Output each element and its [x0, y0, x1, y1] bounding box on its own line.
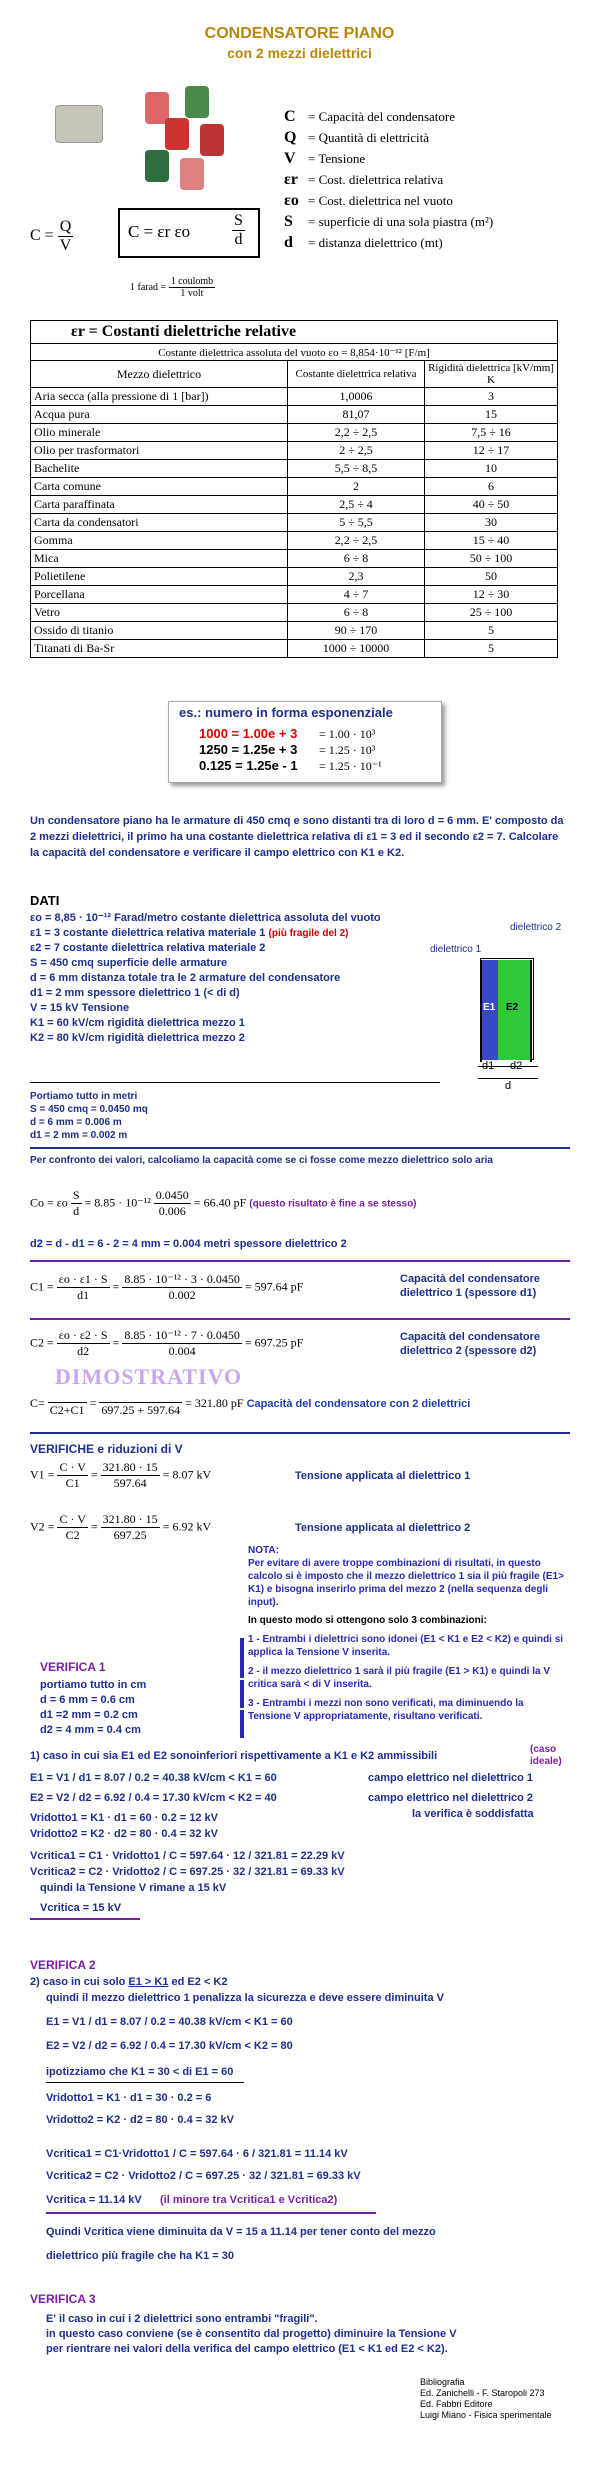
d-label: d: [505, 1080, 512, 1092]
table-cell: Olio per trasformatori: [31, 442, 288, 460]
table-cell: 12 ÷ 17: [425, 442, 558, 460]
verifica2-quindi: quindi il mezzo dielettrico 1 penalizza la sicurezza e deve essere diminuita V: [46, 1992, 444, 2004]
nota-block: NOTA: Per evitare di avere troppe combinazioni di risultati, in questo calcolo si è imposto che il mezzo dielettrico 1 sia il più fragile (E1> K1) e bisogna inserirlo prima del mezzo 2 (nella sequenza degli input). In questo modo si ottengono solo 3 combinazioni: 1 - Entrambi i dielettrici sono idonei (E1 < K1 e E2 < K2) e quindi si applica la Tensione V inserita. 2 - il mezzo dielettrico 1 sarà il più fragile (E1 > K1) e quindi la V critica sarà < di V inserita. 3 - Entrambi i mezzi non sono verificati, ma diminuendo la Tensione V appropriatamente, risultano verificati.: [248, 1545, 564, 1722]
verifica2-vc2: Vcritica2 = C2 · Vridotto2 / C = 697.25 · 32 / 321.81 = 69.33 kV: [46, 2170, 361, 2182]
table-cell: Acqua pura: [31, 406, 288, 424]
verifica3-text: E' il caso in cui i 2 dielettrici sono entrambi "fragili". in questo caso conviene (se è consentito dal progetto) diminuire la Tensione V per rientrare nei valori della verifica del campo elettrico (E1 < K1 ed E2 < K2).: [46, 2313, 457, 2355]
c2-note: Capacità del condensatore dielettrico 2 (spessore d2): [400, 1331, 540, 1357]
verifica2-e1: E1 = V1 / d1 = 8.07 / 0.2 = 40.38 kV/cm < K1 = 60: [46, 2016, 293, 2028]
legend-row: Q = Quantità di elettricità: [284, 129, 430, 146]
verifica1-title: VERIFICA 1: [40, 1660, 106, 1674]
verifica2-hypothesis: ipotizziamo che K1 = 30 < di E1 = 60: [46, 2066, 234, 2078]
table-cell: Bachelite: [31, 460, 288, 478]
verifica1-vr1: Vridotto1 = K1 · d1 = 60 · 0.2 = 12 kV: [30, 1812, 218, 1824]
verifica1-units: portiamo tutto in cm d = 6 mm = 0.6 cm d1 =2 mm = 0.2 cm d2 = 4 mm = 0.4 cm: [40, 1679, 147, 1736]
table-cell: 1,0006: [288, 388, 425, 406]
table-cell: 30: [425, 514, 558, 532]
verifica2-case: 2) caso in cui solo E1 > K1 ed E2 < K2: [30, 1976, 228, 1988]
verifica2-vr1: Vridotto1 = K1 · d1 = 30 · 0.2 = 6: [46, 2092, 212, 2104]
table-cell: 2,5 ÷ 4: [288, 496, 425, 514]
formula-box: C = εr εo $\frac{S}{d}$: [118, 208, 260, 258]
divider: [30, 1082, 440, 1083]
page-title: CONDENSATORE PIANO: [204, 25, 395, 42]
dielectric-table: [30, 320, 558, 658]
divider: [30, 1318, 570, 1320]
divider: [30, 1260, 570, 1262]
verifica1-case: 1) caso in cui sia E1 ed E2 sonoinferiori rispettivamente a K1 e K2 ammissibili: [30, 1750, 438, 1762]
divider: [30, 1147, 570, 1149]
verifica2-minore-note: (il minore tra Vcritica1 e Vcritica2): [160, 2194, 338, 2206]
verifica1-vc1: Vcritica1 = C1 · Vridotto1 / C = 597.64 · 12 / 321.81 = 22.29 kV: [30, 1850, 345, 1862]
table-header: Rigidità dielettrica [kV/mm] K: [425, 361, 558, 388]
table-cell: 6 ÷ 8: [288, 604, 425, 622]
table-cell: Mica: [31, 550, 288, 568]
v1-note: Tensione applicata al dielettrico 1: [295, 1470, 471, 1482]
v2-note: Tensione applicata al dielettrico 2: [295, 1522, 471, 1534]
verifica1-vr2: Vridotto2 = K2 · d2 = 80 · 0.4 = 32 kV: [30, 1828, 218, 1840]
divider: [46, 2082, 244, 2083]
table-cell: Ossido di titanio: [31, 622, 288, 640]
table-cell: Carta da condensatori: [31, 514, 288, 532]
c2-formula: C2 = $\frac{\varepsilon o \cdot \varepsilon 2 \cdot S}{d2}$ = $\frac{\text{8.85 · 10⁻¹² · 7 · 0.0450}}{0.004}$ = 697.25 pF: [30, 1328, 304, 1358]
table-cell: 40 ÷ 50: [425, 496, 558, 514]
metri-block: Portiamo tutto in metri S = 450 cmq = 0.0450 mq d = 6 mm = 0.006 m d1 = 2 mm = 0.002 m: [30, 1091, 148, 1141]
verifica2-e2: E2 = V2 / d2 = 6.92 / 0.4 = 17.30 kV/cm < K2 = 80: [46, 2040, 293, 2052]
verifica1-e2-note: campo elettrico nel dielettrico 2: [368, 1792, 534, 1804]
table-header: Costante dielettrica relativa: [288, 361, 425, 388]
c1-note: Capacità del condensatore dielettrico 1 (spessore d1): [400, 1273, 540, 1299]
table-cell: 1000 ÷ 10000: [288, 640, 425, 658]
table-cell: Polietilene: [31, 568, 288, 586]
v1-formula: V1 = $\frac{C \cdot V}{C1}$ = $\frac{321.80 \cdot 15}{597.64}$ = 8.07 kV: [30, 1460, 212, 1490]
verifica2-vr2: Vridotto2 = K2 · d2 = 80 · 0.4 = 32 kV: [46, 2114, 234, 2126]
table-cell: 50 ÷ 100: [425, 550, 558, 568]
nota-bar: [240, 1710, 244, 1738]
dati-list: εo = 8,85 · 10⁻¹² Farad/metro costante dielettrica assoluta del vuoto ε1 = 3 costante dielettrica relativa materiale 1 (più fragile del 2) ε2 = 7 costante dielettrica relativa materiale 2 S = 450 cmq superficie delle armature d = 6 mm distanza totale tra le 2 armature del condensatore d1 = 2 mm spessore dielettrico 1 (< di d) V = 15 kV Tensione K1 = 60 kV/cm rigidità dielettrica mezzo 1 K2 = 80 kV/cm rigidità dielettrica mezzo 2: [30, 912, 381, 1044]
verifiche-title: VERIFICHE e riduzioni di V: [30, 1442, 183, 1456]
table-subtitle: Costante dielettrica assoluta del vuoto εo = 8,854·10⁻¹² [F/m]: [31, 344, 558, 361]
dati-title: DATI: [30, 893, 60, 908]
ideal-case-note: (caso ideale): [530, 1744, 562, 1767]
co-formula: Co = εo $\frac{S}{d}$ = 8.85 · 10⁻¹² $\frac{0.0450}{0.006}$ = 66.40 pF (questo risultato è fine a se stesso): [30, 1188, 417, 1218]
confronto-text: Per confronto dei valori, calcoliamo la capacità come se ci fosse come mezzo dielettrico solo aria: [30, 1155, 493, 1166]
verifica2-vcritica: Vcritica = 11.14 kV: [46, 2194, 142, 2206]
table-cell: Aria secca (alla pressione di 1 [bar]): [31, 388, 288, 406]
capacitors-image: [40, 80, 230, 190]
farad-definition: 1 farad = $\frac{\text{1 coulomb}}{\text{1 volt}}$: [130, 276, 214, 299]
table-cell: 5: [425, 622, 558, 640]
problem-text: Un condensatore piano ha le armature di 450 cmq e sono distanti tra di loro d = 6 mm. E' composto da 2 mezzi dielettrici, il primo ha una costante dielettrica relativa di ε1 = 3 ed il secondo ε2 = 7. Calcolare la capacità del condensatore e verificare il campo elettrico con K1 e K2.: [30, 815, 564, 859]
table-row: [31, 478, 558, 496]
verifica1-vcritica: Vcritica = 15 kV: [40, 1902, 122, 1914]
table-row: [31, 640, 558, 658]
table-cell: 25 ÷ 100: [425, 604, 558, 622]
table-cell: 3: [425, 388, 558, 406]
table-row: [31, 568, 558, 586]
page-subtitle: con 2 mezzi dielettrici: [227, 45, 372, 61]
legend-row: d = distanza dielettrico (mt): [284, 234, 443, 251]
nota-bar: [240, 1638, 244, 1678]
table-cell: Gomma: [31, 532, 288, 550]
table-cell: 7,5 ÷ 16: [425, 424, 558, 442]
table-cell: 81,07: [288, 406, 425, 424]
table-cell: 6: [425, 478, 558, 496]
table-row: [31, 622, 558, 640]
divider: [46, 2212, 376, 2214]
table-cell: 2,2 ÷ 2,5: [288, 532, 425, 550]
verifica2-conclusion-2: dielettrico più fragile che ha K1 = 30: [46, 2250, 234, 2262]
table-title: εr = Costanti dielettriche relative: [31, 321, 558, 344]
v2-formula: V2 = $\frac{C \cdot V}{C2}$ = $\frac{321.80 \cdot 15}{697.25}$ = 6.92 kV: [30, 1512, 212, 1542]
table-cell: Olio minerale: [31, 424, 288, 442]
d2-label: d2: [510, 1060, 523, 1072]
nota-bar: [240, 1680, 244, 1708]
legend-row: S = superficie di una sola piastra (m²): [284, 213, 494, 230]
table-row: [31, 550, 558, 568]
verifica2-title: VERIFICA 2: [30, 1958, 96, 1972]
capacitor-diagram: dielettrico 2 dielettrico 1 E1 E2: [450, 920, 570, 1060]
table-cell: 5,5 ÷ 8,5: [288, 460, 425, 478]
verifica1-e1: E1 = V1 / d1 = 8.07 / 0.2 = 40.38 kV/cm < K1 = 60: [30, 1772, 277, 1784]
legend-row: εo = Cost. dielettrica nel vuoto: [284, 192, 453, 209]
dimension-line-total: [478, 1078, 538, 1079]
table-cell: 4 ÷ 7: [288, 586, 425, 604]
table-cell: 5 ÷ 5,5: [288, 514, 425, 532]
table-header: Mezzo dielettrico: [31, 361, 288, 388]
watermark: DIMOSTRATIVO: [55, 1364, 243, 1389]
table-row: [31, 388, 558, 406]
table-cell: Carta paraffinata: [31, 496, 288, 514]
verifica1-satisfied: la verifica è soddisfatta: [412, 1808, 534, 1820]
table-cell: 2 ÷ 2,5: [288, 442, 425, 460]
legend-row: C = Capacità del condensatore: [284, 108, 456, 125]
table-row: [31, 442, 558, 460]
table-cell: 6 ÷ 8: [288, 550, 425, 568]
table-cell: 12 ÷ 30: [425, 586, 558, 604]
table-cell: Vetro: [31, 604, 288, 622]
d1-label: d1: [482, 1060, 495, 1072]
verifica1-e1-note: campo elettrico nel dielettrico 1: [368, 1772, 534, 1784]
table-cell: 90 ÷ 170: [288, 622, 425, 640]
formula-cqv: C = $\frac{Q}{V}$: [30, 218, 72, 254]
table-row: [31, 532, 558, 550]
table-cell: 2,2 ÷ 2,5: [288, 424, 425, 442]
table-cell: 2,3: [288, 568, 425, 586]
verifica1-conclusion: quindi la Tensione V rimane a 15 kV: [40, 1882, 227, 1894]
legend-row: εr = Cost. dielettrica relativa: [284, 171, 444, 188]
table-row: [31, 424, 558, 442]
divider: [30, 1432, 570, 1434]
exponent-example-box: es.: numero in forma esponenziale 1000 = 1.00e + 3 = 1.00 · 10³ 1250 = 1.25e + 3 = 1.25 · 10³ 0.125 = 1.25e - 1 = 1.25 · 10⁻¹: [168, 701, 442, 783]
verifica2-conclusion: Quindi Vcritica viene diminuita da V = 15 a 11.14 per tener conto del mezzo: [46, 2226, 436, 2238]
table-row: [31, 586, 558, 604]
bibliography: Bibliografia Ed. Zanichelli - F. Staropoli 273 Ed. Fabbri Editore Luigi Miano - Fisica sperimentale: [420, 2377, 552, 2420]
table-cell: 5: [425, 640, 558, 658]
table-row: [31, 514, 558, 532]
table-cell: 15 ÷ 40: [425, 532, 558, 550]
table-cell: 50: [425, 568, 558, 586]
d2-calculation: d2 = d - d1 = 6 - 2 = 4 mm = 0.004 metri spessore dielettrico 2: [30, 1238, 347, 1250]
table-row: [31, 496, 558, 514]
legend-row: V = Tensione: [284, 150, 366, 167]
table-cell: 15: [425, 406, 558, 424]
table-row: [31, 406, 558, 424]
divider: [30, 1918, 140, 1920]
table-cell: Titanati di Ba-Sr: [31, 640, 288, 658]
verifica1-vc2: Vcritica2 = C2 · Vridotto2 / C = 697.25 · 32 / 321.81 = 69.33 kV: [30, 1866, 345, 1878]
symbol-legend: [284, 106, 493, 253]
table-row: [31, 604, 558, 622]
table-row: [31, 460, 558, 478]
verifica2-vc1: Vcritica1 = C1·Vridotto1 / C = 597.64 · 6 / 321.81 = 11.14 kV: [46, 2148, 348, 2160]
table-cell: Porcellana: [31, 586, 288, 604]
table-cell: 10: [425, 460, 558, 478]
c-formula: C= C2+C1 = 697.25 + 597.64 = 321.80 pF Capacità del condensatore con 2 dielettrici: [30, 1390, 470, 1418]
table-cell: 2: [288, 478, 425, 496]
verifica3-title: VERIFICA 3: [30, 2292, 96, 2306]
c1-formula: C1 = $\frac{\varepsilon o \cdot \varepsilon 1 \cdot S}{d1}$ = $\frac{\text{8.85 · 10⁻¹² · 3 · 0.0450}}{0.002}$ = 597.64 pF: [30, 1272, 304, 1302]
fragile-note: (più fragile del 2): [268, 928, 349, 939]
table-cell: Carta comune: [31, 478, 288, 496]
verifica1-e2: E2 = V2 / d2 = 6.92 / 0.4 = 17.30 kV/cm < K2 = 40: [30, 1792, 277, 1804]
